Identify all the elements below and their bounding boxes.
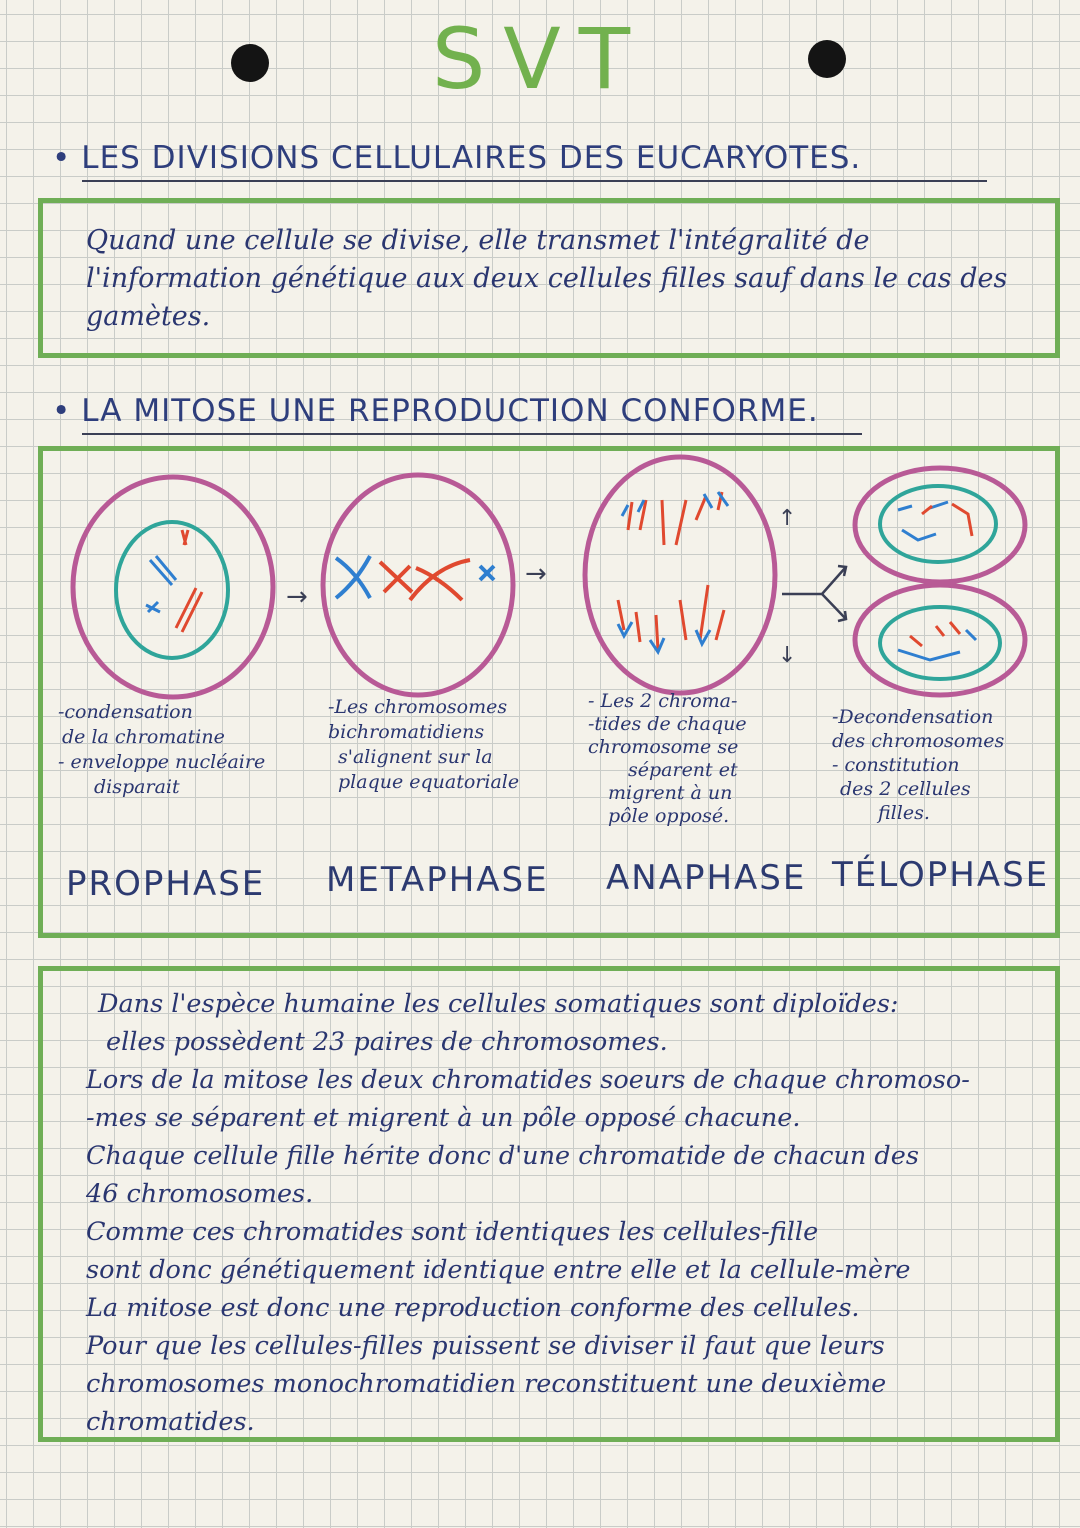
nuclear-envelope	[116, 522, 228, 658]
chromosome	[480, 566, 494, 580]
caption-metaphase	[328, 695, 588, 795]
chromosome	[910, 622, 960, 646]
prophase-cell	[73, 477, 273, 697]
phase-label-telophase: TÉLOPHASE	[832, 855, 1050, 895]
chromosome	[380, 562, 412, 592]
caption-line: des chromosomes	[832, 730, 1005, 752]
chromosome	[176, 588, 202, 632]
chromosome	[898, 630, 976, 660]
chromosome	[336, 556, 370, 598]
text-line: Pour que les cellules-filles puissent se diviser il faut que leurs	[86, 1331, 885, 1361]
caption-line: plaque equatoriale	[338, 771, 520, 793]
caption-telophase	[832, 705, 1062, 825]
section1-heading: LES DIVISIONS CELLULAIRES DES EUCARYOTES.	[81, 140, 862, 176]
bullet-icon: •	[52, 393, 72, 429]
chromosome	[150, 556, 176, 585]
text-line: Dans l'espèce humaine les cellules somatiques sont diploïdes:	[98, 989, 899, 1019]
phase-label-metaphase: METAPHASE	[326, 860, 549, 900]
chromosome	[182, 530, 188, 545]
chromosome	[922, 504, 972, 536]
nucleus-bottom	[880, 607, 1000, 679]
page-title: SVT	[431, 10, 649, 108]
caption-line: -tides de chaque	[588, 713, 747, 735]
caption-line: filles.	[878, 802, 930, 824]
text-line: Lors de la mitose les deux chromatides soeurs de chaque chromoso-	[86, 1065, 970, 1095]
split-arrow-icon	[782, 566, 846, 621]
telophase-cells	[855, 468, 1025, 695]
text-line: chromosomes monochromatidien reconstituent une deuxième	[86, 1369, 887, 1399]
chromosome	[410, 560, 470, 600]
arrow-icon: →	[286, 582, 308, 612]
text-line: elles possèdent 23 paires de chromosomes.	[106, 1027, 668, 1057]
chromosome	[622, 492, 728, 516]
caption-line: de la chromatine	[62, 726, 225, 748]
text-line: -mes se séparent et migrent à un pôle opposé chacune.	[86, 1103, 801, 1133]
section2-heading: LA MITOSE UNE REPRODUCTION CONFORME.	[81, 393, 819, 429]
caption-line: - constitution	[832, 754, 960, 776]
caption-line: des 2 cellules	[840, 778, 971, 800]
caption-line: migrent à un	[608, 782, 733, 804]
text-line: La mitose est donc une reproduction conforme des cellules.	[86, 1293, 860, 1323]
caption-prophase	[58, 700, 318, 800]
caption-line: -Decondensation	[832, 706, 994, 728]
caption-line: - Les 2 chroma-	[588, 690, 738, 712]
anaphase-cell	[585, 457, 775, 693]
nucleus-top	[880, 486, 996, 562]
caption-line: disparait	[94, 776, 180, 798]
cell-membrane	[585, 457, 775, 693]
text-line: 46 chromosomes.	[86, 1179, 314, 1209]
chromosome	[898, 502, 948, 540]
phase-label-anaphase: ANAPHASE	[606, 858, 807, 898]
arrow-down-icon: ↓	[778, 643, 797, 668]
caption-line: -condensation	[58, 701, 193, 723]
explanation-text	[86, 985, 1036, 1441]
intro-text: Quand une cellule se divise, elle transmet l'intégralité de l'information génétique aux deux cellules filles sauf dans le cas des gamètes.	[86, 225, 1008, 332]
caption-line: -Les chromosomes	[328, 696, 508, 718]
text-line: Chaque cellule fille hérite donc d'une chromatide de chacun des	[86, 1141, 919, 1171]
cell-membrane	[73, 477, 273, 697]
phase-label-prophase: PROPHASE	[66, 864, 266, 904]
caption-line: chromosome se	[588, 736, 739, 758]
arrow-up-icon: ↑	[778, 506, 797, 531]
chromosome	[146, 602, 160, 612]
caption-line: - enveloppe nucléaire	[58, 751, 266, 773]
caption-line: pôle opposé.	[608, 805, 730, 827]
text-line: chromatides.	[86, 1407, 255, 1437]
arrow-icon: →	[525, 559, 547, 589]
caption-line: s'alignent sur la	[338, 746, 493, 768]
metaphase-cell	[323, 475, 513, 695]
caption-line: bichromatidiens	[328, 721, 485, 743]
chromosome	[618, 622, 710, 652]
text-line: sont donc génétiquement identique entre elle et la cellule-mère	[86, 1255, 911, 1285]
bullet-icon: •	[52, 140, 72, 176]
chromosome	[618, 585, 724, 650]
caption-line: séparent et	[628, 759, 738, 781]
text-line: Comme ces chromatides sont identiques les cellules-fille	[86, 1217, 819, 1247]
caption-anaphase	[588, 690, 818, 828]
